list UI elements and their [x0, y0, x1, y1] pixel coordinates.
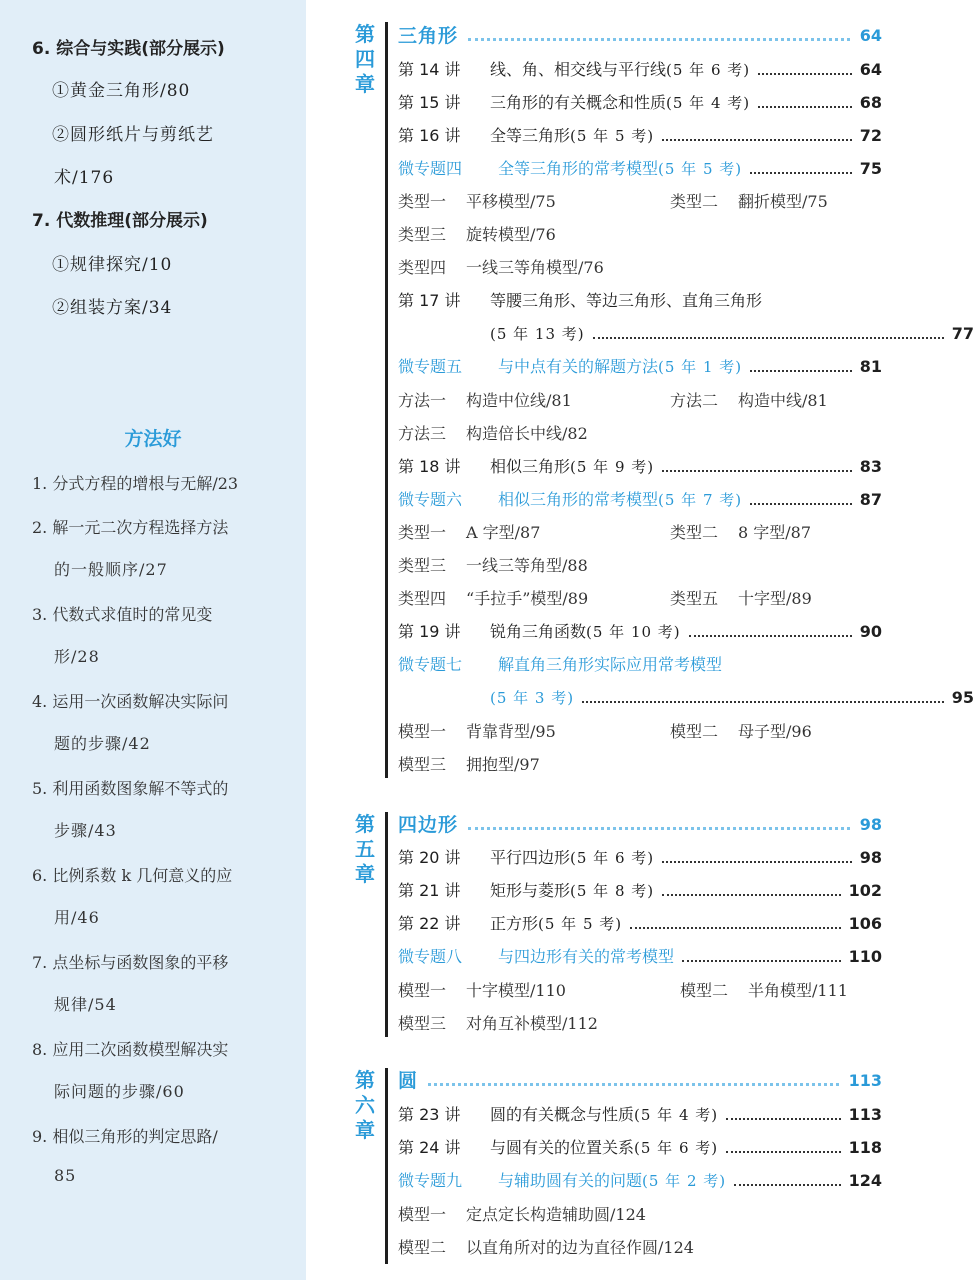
leader-dots [726, 1151, 840, 1153]
leader-dots [734, 1184, 840, 1186]
algebra-heading: 7. 代数推理(部分展示) [32, 211, 208, 231]
toc-entry-topic-7-cont[interactable] [398, 687, 974, 709]
chapter-title: 四边形 [398, 814, 459, 836]
subtype-item[interactable] [670, 721, 812, 743]
leader-dots [682, 960, 841, 962]
method-line-cont: 85 [54, 1166, 77, 1185]
chapter-label-char: 第 [355, 1068, 375, 1092]
algebra-item: ②组装方案/34 [52, 298, 173, 318]
subtype-label: 模型一 [398, 1205, 447, 1224]
method-line: 6. 比例系数 k 几何意义的应 [32, 866, 233, 885]
subtype-item[interactable] [680, 980, 848, 1002]
method-item [32, 1124, 284, 1185]
leader-dots [726, 1118, 840, 1120]
page-number: 106 [848, 914, 882, 933]
method-line-cont: 用/46 [54, 908, 100, 927]
chapter-label-char: 第 [355, 812, 375, 836]
toc-entry-topic-8[interactable] [398, 946, 882, 968]
toc-entry-lecture-24[interactable] [398, 1137, 882, 1159]
exam-frequency: (5 年 3 考) [490, 689, 575, 707]
topic-number: 微专题四 [398, 159, 463, 178]
subtype-item[interactable] [398, 1204, 646, 1226]
toc-entry-topic-4[interactable] [398, 158, 882, 180]
lecture-number: 第 21 讲 [398, 881, 461, 900]
method-line: 8. 应用二次函数模型解决实 [32, 1040, 229, 1059]
subtype-text: 旋转模型/76 [466, 225, 556, 244]
leader-dots [750, 503, 852, 505]
leader-dots [630, 927, 840, 929]
subtype-text: 一线三等角模型/76 [466, 258, 604, 277]
exam-frequency: (5 年 5 考) [570, 127, 655, 145]
leader-dots [689, 635, 852, 637]
leader-dots [428, 1083, 839, 1086]
subtype-row [398, 980, 882, 1002]
chapter-4-bar [385, 22, 388, 778]
leader-dots [662, 139, 852, 141]
subtype-text: 母子型/96 [738, 722, 812, 741]
chapter-label-char: 五 [355, 837, 375, 861]
toc-entry-topic-6[interactable] [398, 489, 882, 511]
lecture-title: 三角形的有关概念和性质 [490, 93, 667, 112]
method-line: 4. 运用一次函数解决实际问 [32, 692, 229, 711]
subtype-text: 定点定长构造辅助圆/124 [466, 1205, 646, 1224]
subtype-label: 模型二 [680, 981, 729, 1000]
topic-title: 全等三角形的常考模型 [498, 159, 659, 178]
chapter-6-label [352, 1068, 378, 1143]
exam-frequency: (5 年 4 考) [666, 94, 751, 112]
exam-frequency: (5 年 10 考) [586, 623, 681, 641]
subtype-row [398, 390, 882, 412]
topic-title: 与四边形有关的常考模型 [498, 947, 675, 966]
toc-entry-topic-9[interactable] [398, 1170, 882, 1192]
subtype-text: 以直角所对的边为直径作圆/124 [466, 1238, 694, 1257]
lecture-number: 第 23 讲 [398, 1105, 461, 1124]
method-line: 3. 代数式求值时的常见变 [32, 605, 213, 624]
toc-entry-lecture-14[interactable] [398, 59, 882, 81]
chapter-6-title-row[interactable] [398, 1070, 882, 1092]
subtype-row [398, 721, 882, 743]
exam-frequency: (5 年 2 考) [642, 1172, 727, 1190]
exam-frequency: (5 年 6 考) [666, 61, 751, 79]
leader-dots [593, 337, 944, 339]
exam-frequency: (5 年 6 考) [634, 1139, 719, 1157]
lecture-number: 第 15 讲 [398, 93, 461, 112]
page-number: 118 [848, 1138, 882, 1157]
method-item [32, 689, 284, 754]
subtype-text: 构造中线/81 [738, 391, 828, 410]
topic-title: 与辅助圆有关的问题 [498, 1171, 643, 1190]
page-number: 72 [859, 126, 882, 145]
subtype-label: 类型四 [398, 258, 447, 277]
lecture-title: 矩形与菱形 [490, 881, 571, 900]
exam-frequency: (5 年 9 考) [570, 458, 655, 476]
subtype-label: 类型一 [398, 192, 447, 211]
subtype-text: 拥抱型/97 [466, 755, 540, 774]
method-line-cont: 形/28 [54, 647, 100, 666]
subtype-item[interactable] [398, 721, 556, 743]
topic-number: 微专题五 [398, 357, 463, 376]
topic-number: 微专题八 [398, 947, 463, 966]
leader-dots [750, 172, 852, 174]
topic-title: 相似三角形的常考模型 [498, 490, 659, 509]
page-number: 64 [859, 26, 882, 45]
topic-number: 微专题九 [398, 1171, 463, 1190]
toc-entry-lecture-16[interactable] [398, 125, 882, 147]
exam-frequency: (5 年 4 考) [634, 1106, 719, 1124]
practice-item: ②圆形纸片与剪纸艺 [52, 125, 214, 145]
leader-dots [468, 38, 850, 41]
toc-entry-lecture-19[interactable] [398, 621, 882, 643]
page-number: 102 [848, 881, 882, 900]
toc-entry-lecture-18[interactable] [398, 456, 882, 478]
subtype-row [398, 754, 882, 776]
chapter-5-label [352, 812, 378, 887]
subtype-item[interactable] [670, 522, 811, 544]
exam-frequency: (5 年 6 考) [570, 849, 655, 867]
topic-title: 解直角三角形实际应用常考模型 [498, 655, 723, 674]
lecture-title: 平行四边形 [490, 848, 571, 867]
lecture-title: 圆的有关概念与性质 [490, 1105, 635, 1124]
topic-title: 与中点有关的解题方法 [498, 357, 659, 376]
page-number: 113 [848, 1071, 882, 1090]
page-number: 90 [859, 622, 882, 641]
method-line: 9. 相似三角形的判定思路/ [32, 1127, 218, 1146]
topic-number: 微专题六 [398, 490, 463, 509]
methods-title: 方法好 [124, 428, 182, 450]
subtype-item[interactable] [398, 390, 572, 412]
subtype-label: 模型一 [398, 981, 447, 1000]
subtype-row [398, 1013, 882, 1035]
method-item [32, 863, 284, 928]
method-item [32, 1037, 284, 1102]
subtype-row [398, 423, 882, 445]
practice-heading: 6. 综合与实践(部分展示) [32, 39, 225, 59]
lecture-number: 第 17 讲 [398, 291, 461, 310]
toc-entry-lecture-15[interactable] [398, 92, 882, 114]
subtype-label: 类型一 [398, 523, 447, 542]
subtype-item[interactable] [398, 191, 556, 213]
exam-frequency: (5 年 5 考) [658, 160, 743, 178]
chapter-title: 圆 [398, 1070, 419, 1092]
subtype-item[interactable] [670, 588, 812, 610]
subtype-item[interactable] [398, 423, 588, 445]
subtype-label: 模型一 [398, 722, 447, 741]
toc-entry-lecture-17-cont[interactable] [398, 323, 974, 345]
chapter-label-char: 章 [355, 1118, 375, 1142]
leader-dots [758, 73, 852, 75]
subtype-item[interactable] [398, 1237, 694, 1259]
chapter-label-char: 第 [355, 22, 375, 46]
leader-dots [662, 861, 852, 863]
page-number: 98 [859, 815, 882, 834]
toc-entry-lecture-22[interactable] [398, 913, 882, 935]
subtype-text: A 字型/87 [466, 523, 541, 542]
subtype-text: 构造倍长中线/82 [466, 424, 588, 443]
leader-dots [468, 827, 850, 830]
lecture-title: 锐角三角函数 [490, 622, 587, 641]
leader-dots [758, 106, 852, 108]
method-line: 2. 解一元二次方程选择方法 [32, 518, 229, 537]
page-number: 81 [859, 357, 882, 376]
subtype-label: 类型四 [398, 589, 447, 608]
method-line: 5. 利用函数图象解不等式的 [32, 779, 229, 798]
subtype-row [398, 191, 882, 213]
practice-item: ①黄金三角形/80 [52, 81, 191, 101]
method-item [32, 602, 284, 667]
leader-dots [750, 370, 852, 372]
leader-dots [582, 701, 944, 703]
chapter-5-title-row[interactable] [398, 814, 882, 836]
subtype-label: 类型三 [398, 556, 447, 575]
subtype-item[interactable] [670, 390, 828, 412]
method-item [32, 471, 284, 494]
chapter-title: 三角形 [398, 25, 459, 47]
subtype-text: 平移模型/75 [466, 192, 556, 211]
page-number: 87 [859, 490, 882, 509]
algebra-item: ①规律探究/10 [52, 255, 173, 275]
chapter-label-char: 四 [355, 47, 375, 71]
page-number: 68 [859, 93, 882, 112]
lecture-title: 与圆有关的位置关系 [490, 1138, 635, 1157]
lecture-title: 全等三角形 [490, 126, 571, 145]
method-item [32, 515, 284, 580]
method-line-cont: 题的步骤/42 [54, 734, 151, 753]
lecture-number: 第 16 讲 [398, 126, 461, 145]
method-line: 7. 点坐标与函数图象的平移 [32, 953, 229, 972]
page-number: 75 [859, 159, 882, 178]
lecture-title: 正方形 [490, 914, 539, 933]
page-number: 95 [951, 688, 974, 707]
toc-entry-lecture-17[interactable] [398, 290, 882, 312]
toc-entry-topic-5[interactable] [398, 356, 882, 378]
lecture-number: 第 19 讲 [398, 622, 461, 641]
page-number: 64 [859, 60, 882, 79]
lecture-number: 第 22 讲 [398, 914, 461, 933]
exam-frequency: (5 年 13 考) [490, 325, 585, 343]
subtype-label: 方法三 [398, 424, 447, 443]
subtype-text: 构造中位线/81 [466, 391, 572, 410]
subtype-text: 十字型/89 [738, 589, 812, 608]
subtype-label: 方法二 [670, 391, 719, 410]
subtype-text: 半角模型/111 [748, 981, 848, 1000]
lecture-title: 等腰三角形、等边三角形、直角三角形 [490, 291, 763, 310]
chapter-6-bar [385, 1068, 388, 1264]
practice-item: 术/176 [54, 168, 115, 188]
subtype-item[interactable] [398, 588, 588, 610]
subtype-item[interactable] [398, 980, 566, 1002]
subtype-item[interactable] [398, 522, 540, 544]
subtype-row [398, 224, 882, 246]
exam-frequency: (5 年 5 考) [538, 915, 623, 933]
subtype-item[interactable] [398, 1013, 598, 1035]
toc-entry-topic-7[interactable] [398, 654, 882, 676]
subtype-item[interactable] [398, 257, 604, 279]
lecture-title: 相似三角形 [490, 457, 571, 476]
page-number: 113 [848, 1105, 882, 1124]
subtype-item[interactable] [398, 754, 540, 776]
chapter-label-char: 章 [355, 72, 375, 96]
exam-frequency: (5 年 8 考) [570, 882, 655, 900]
exam-frequency: (5 年 7 考) [658, 491, 743, 509]
subtype-label: 模型三 [398, 755, 447, 774]
subtype-label: 类型二 [670, 192, 719, 211]
subtype-row [398, 1237, 882, 1259]
subtype-text: “手拉手”模型/89 [466, 589, 589, 608]
chapter-4-label [352, 22, 378, 97]
leader-dots [662, 894, 840, 896]
chapter-4-title-row[interactable] [398, 25, 882, 47]
subtype-label: 类型五 [670, 589, 719, 608]
subtype-text: 背靠背型/95 [466, 722, 556, 741]
subtype-label: 模型二 [670, 722, 719, 741]
page-number: 77 [951, 324, 974, 343]
subtype-text: 对角互补模型/112 [466, 1014, 598, 1033]
subtype-item[interactable] [398, 224, 556, 246]
lecture-number: 第 20 讲 [398, 848, 461, 867]
subtype-row [398, 522, 882, 544]
chapter-5-bar [385, 812, 388, 1037]
subtype-label: 方法一 [398, 391, 447, 410]
method-item [32, 776, 284, 841]
method-line-cont: 的一般顺序/27 [54, 560, 168, 579]
toc-entry-lecture-20[interactable] [398, 847, 882, 869]
toc-entry-lecture-23[interactable] [398, 1104, 882, 1126]
method-line-cont: 步骤/43 [54, 821, 117, 840]
method-line-cont: 际问题的步骤/60 [54, 1082, 185, 1101]
subtype-item[interactable] [670, 191, 828, 213]
subtype-label: 类型二 [670, 523, 719, 542]
method-item [32, 950, 284, 1015]
topic-number: 微专题七 [398, 655, 463, 674]
subtype-row [398, 588, 882, 610]
subtype-row [398, 257, 882, 279]
subtype-label: 类型三 [398, 225, 447, 244]
page-number: 83 [859, 457, 882, 476]
subtype-text: 翻折模型/75 [738, 192, 828, 211]
lecture-number: 第 18 讲 [398, 457, 461, 476]
page-number: 110 [848, 947, 882, 966]
subtype-label: 模型三 [398, 1014, 447, 1033]
chapter-label-char: 章 [355, 862, 375, 886]
lecture-number: 第 14 讲 [398, 60, 461, 79]
subtype-text: 一线三等角型/88 [466, 556, 588, 575]
subtype-item[interactable] [398, 555, 588, 577]
page-number: 98 [859, 848, 882, 867]
lecture-number: 第 24 讲 [398, 1138, 461, 1157]
subtype-label: 模型二 [398, 1238, 447, 1257]
subtype-row [398, 1204, 882, 1226]
method-line-cont: 规律/54 [54, 995, 117, 1014]
method-line: 1. 分式方程的增根与无解/23 [32, 474, 239, 493]
exam-frequency: (5 年 1 考) [658, 358, 743, 376]
subtype-text: 8 字型/87 [738, 523, 812, 542]
page-number: 124 [848, 1171, 882, 1190]
leader-dots [662, 470, 852, 472]
toc-entry-lecture-21[interactable] [398, 880, 882, 902]
subtype-text: 十字模型/110 [466, 981, 566, 1000]
sidebar-panel [0, 0, 306, 1280]
chapter-label-char: 六 [355, 1093, 375, 1117]
subtype-row [398, 555, 882, 577]
lecture-title: 线、角、相交线与平行线 [490, 60, 667, 79]
